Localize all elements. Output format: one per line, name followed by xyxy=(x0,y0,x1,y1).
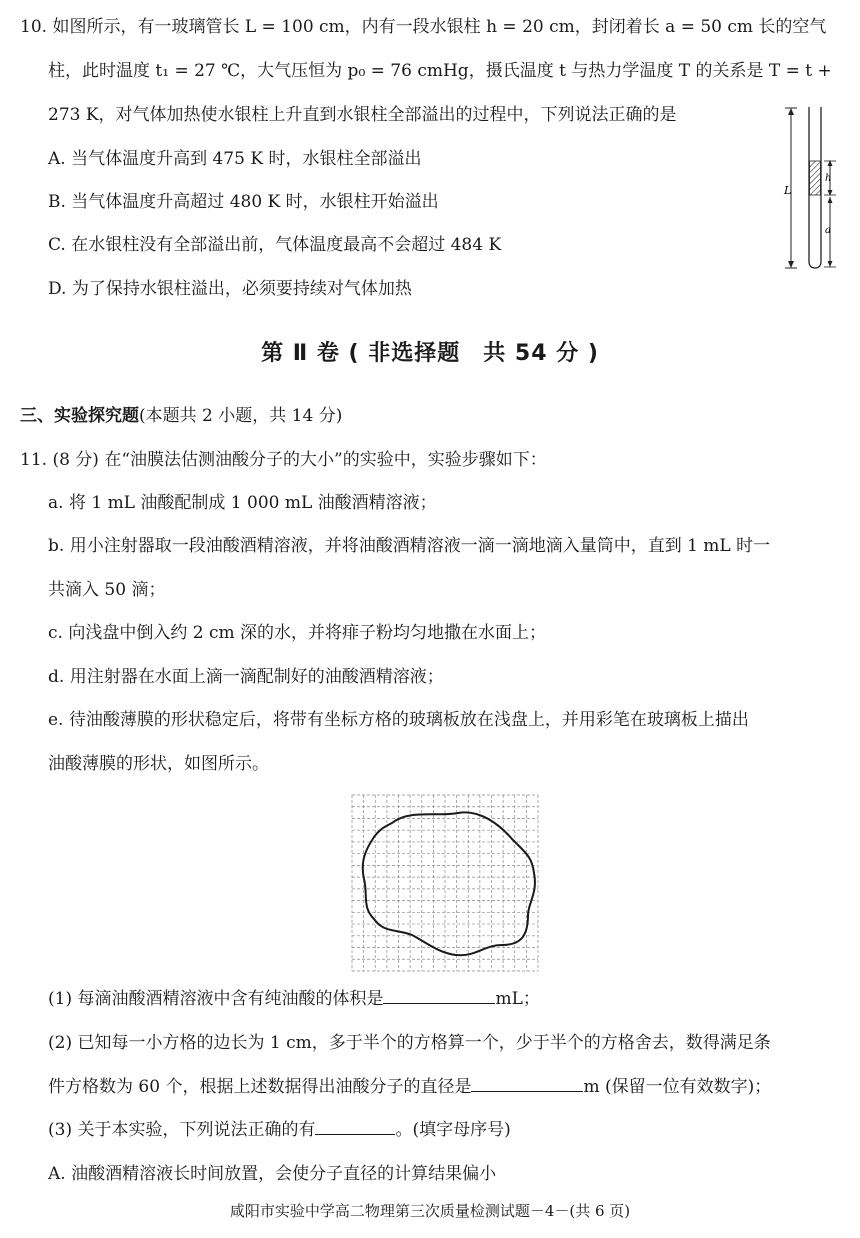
tube-label-a: a xyxy=(825,225,831,236)
q11-step-e-line-2: 油酸薄膜的形状，如图所示。 xyxy=(48,754,269,774)
q11-step-e-line-1: e. 待油酸薄膜的形状稳定后，将带有坐标方格的玻璃板放在浅盘上，并用彩笔在玻璃板上描出 xyxy=(48,710,749,730)
oil-film-outline xyxy=(363,812,535,955)
glass-tube-figure xyxy=(775,105,845,275)
answer-blank-3[interactable] xyxy=(315,1119,395,1135)
q11-sub-1-unit: mL； xyxy=(495,989,540,1009)
q10-option-a: A. 当气体温度升高到 475 K 时，水银柱全部溢出 xyxy=(48,149,422,169)
section-iii-heading xyxy=(20,405,342,427)
q10-option-d: D. 为了保持水银柱溢出，必须要持续对气体加热 xyxy=(48,279,412,299)
section-ii-title: 第 Ⅱ 卷 ( 非选择题 共 54 分 ) xyxy=(261,341,599,366)
tube-label-h: h xyxy=(825,173,832,184)
answer-blank-1[interactable] xyxy=(383,988,495,1004)
q10-line-2: 柱，此时温度 t₁ = 27 ℃，大气压恒为 p₀ = 76 cmHg，摄氏温度 t 与热力学温度 T 的关系是 T = t + xyxy=(48,61,832,81)
oil-film-grid-figure xyxy=(352,795,538,971)
q11-step-a: a. 将 1 mL 油酸配制成 1 000 mL 油酸酒精溶液； xyxy=(48,493,437,513)
q11-sub-3 xyxy=(48,1119,511,1141)
q11-step-b-line-1: b. 用小注射器取一段油酸酒精溶液，并将油酸酒精溶液一滴一滴地滴入量筒中，直到 1 mL 时一 xyxy=(48,536,771,556)
q11-sub-2-line-1: (2) 已知每一小方格的边长为 1 cm，多于半个的方格算一个，少于半个的方格舍去，数得满足条 xyxy=(48,1033,771,1053)
q11-intro: 11. (8 分) 在“油膜法估测油酸分子的大小”的实验中，实验步骤如下： xyxy=(20,450,547,470)
q11-sub-1-text: (1) 每滴油酸酒精溶液中含有纯油酸的体积是 xyxy=(48,989,384,1009)
q11-sub-1 xyxy=(48,988,540,1010)
q11-sub-2-unit: m (保留一位有效数字)； xyxy=(583,1077,772,1097)
q11-step-b-line-2: 共滴入 50 滴； xyxy=(48,580,166,600)
q10-option-c: C. 在水银柱没有全部溢出前，气体温度最高不会超过 484 K xyxy=(48,235,502,255)
q11-step-d: d. 用注射器在水面上滴一滴配制好的油酸酒精溶液； xyxy=(48,667,444,687)
answer-blank-2[interactable] xyxy=(471,1076,583,1092)
q11-sub-3-text: (3) 关于本实验，下列说法正确的有 xyxy=(48,1120,316,1140)
q11-sub-2-text: 件方格数为 60 个，根据上述数据得出油酸分子的直径是 xyxy=(48,1077,472,1097)
q10-line-3: 273 K，对气体加热使水银柱上升直到水银柱全部溢出的过程中，下列说法正确的是 xyxy=(48,105,677,125)
tube-label-L: L xyxy=(784,184,792,197)
page-footer: 咸阳市实验中学高二物理第三次质量检测试题－4－(共 6 页) xyxy=(229,1202,631,1220)
q10-option-b: B. 当气体温度升高超过 480 K 时，水银柱开始溢出 xyxy=(48,192,439,212)
section-iii-heading-bold: 三、实验探究题 xyxy=(20,406,139,426)
q11-option-a: A. 油酸酒精溶液长时间放置，会使分子直径的计算结果偏小 xyxy=(48,1164,497,1184)
q11-sub-3-hint: 。(填字母序号) xyxy=(395,1120,511,1140)
q11-sub-2-line-2 xyxy=(48,1076,771,1098)
section-iii-heading-rest: (本题共 2 小题，共 14 分) xyxy=(139,406,343,426)
q11-step-c: c. 向浅盘中倒入约 2 cm 深的水，并将痱子粉均匀地撒在水面上； xyxy=(48,623,546,643)
q10-line-1: 10. 如图所示，有一玻璃管长 L = 100 cm，内有一段水银柱 h = 20 cm，封闭着长 a = 50 cm 长的空气 xyxy=(20,17,827,37)
